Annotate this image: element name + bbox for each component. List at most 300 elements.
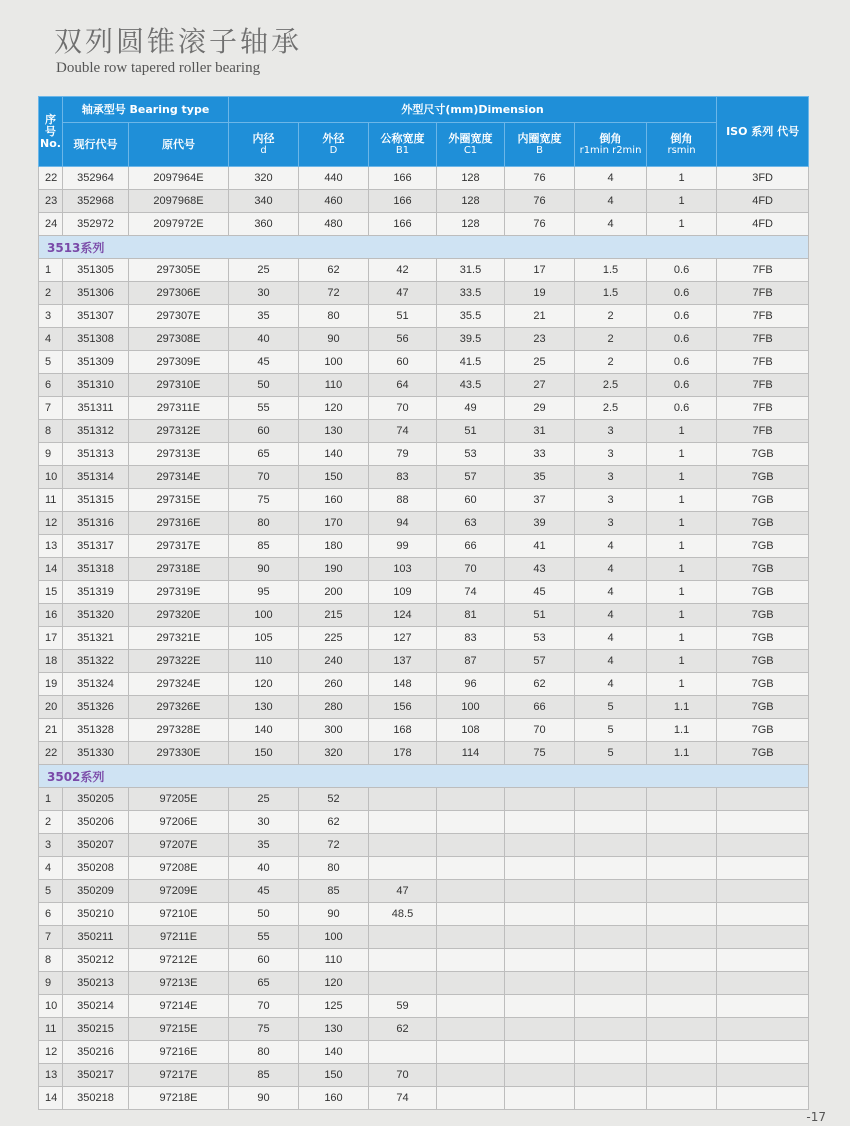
table-cell: 19 [505,282,575,305]
table-cell: 351311 [63,397,129,420]
table-cell: 3 [575,420,647,443]
table-cell: 80 [229,1041,299,1064]
table-cell: 21 [39,719,63,742]
header-dimension: 外型尺寸(mm)Dimension [229,97,717,123]
table-cell [717,926,809,949]
table-cell: 97217E [129,1064,229,1087]
table-cell: 43.5 [437,374,505,397]
table-row [39,604,809,627]
table-cell: 297320E [129,604,229,627]
table-cell: 40 [229,857,299,880]
table-cell: 1 [647,604,717,627]
table-cell [437,788,505,811]
table-row [39,259,809,282]
table-cell: 1 [39,788,63,811]
table-cell: 150 [229,742,299,765]
table-cell: 350215 [63,1018,129,1041]
table-cell: 297311E [129,397,229,420]
table-cell: 41.5 [437,351,505,374]
table-cell: 170 [299,512,369,535]
table-cell: 352972 [63,213,129,236]
table-cell: 7GB [717,604,809,627]
table-row [39,926,809,949]
table-cell: 128 [437,213,505,236]
table-cell: 83 [437,627,505,650]
header-no: 序号 No. [39,97,63,167]
table-cell [505,880,575,903]
header-B1: 公称宽度 B1 [369,123,437,167]
table-cell [647,788,717,811]
table-cell: 297322E [129,650,229,673]
table-cell: 168 [369,719,437,742]
table-row [39,719,809,742]
section-label: 3502系列 [39,765,809,788]
table-cell: 350212 [63,949,129,972]
table-cell: 79 [369,443,437,466]
table-cell [575,1087,647,1110]
table-cell: 0.6 [647,397,717,420]
table-cell [575,1064,647,1087]
page-title: 双列圆锥滚子轴承 [54,25,303,58]
table-cell: 63 [437,512,505,535]
table-cell: 160 [299,489,369,512]
table-cell: 83 [369,466,437,489]
table-cell: 1 [647,420,717,443]
table-cell [505,972,575,995]
table-cell [647,811,717,834]
table-cell [717,972,809,995]
table-cell: 55 [229,926,299,949]
table-cell: 297321E [129,627,229,650]
table-cell: 74 [369,1087,437,1110]
table-cell: 7GB [717,489,809,512]
table-cell: 52 [299,788,369,811]
table-cell: 297308E [129,328,229,351]
table-cell: 5 [39,351,63,374]
table-cell: 297315E [129,489,229,512]
table-row [39,1041,809,1064]
table-cell: 70 [369,1064,437,1087]
table-cell: 100 [299,926,369,949]
table-cell [647,972,717,995]
table-cell [437,1087,505,1110]
table-cell: 7FB [717,351,809,374]
bearing-table [38,96,809,1110]
table-cell: 4 [575,535,647,558]
table-cell: 97215E [129,1018,229,1041]
table-cell: 66 [505,696,575,719]
table-cell: 140 [229,719,299,742]
table-cell: 4FD [717,213,809,236]
table-cell: 72 [299,282,369,305]
table-cell: 351315 [63,489,129,512]
table-cell: 9 [39,443,63,466]
table-cell: 97209E [129,880,229,903]
table-cell: 31 [505,420,575,443]
table-cell: 7FB [717,420,809,443]
table-cell [717,1087,809,1110]
table-cell [369,1041,437,1064]
table-row [39,351,809,374]
table-cell: 440 [299,167,369,190]
table-cell: 1 [647,627,717,650]
table-cell: 350206 [63,811,129,834]
table-cell: 97213E [129,972,229,995]
table-cell [717,1041,809,1064]
table-cell: 70 [505,719,575,742]
table-cell: 97210E [129,903,229,926]
table-cell: 17 [39,627,63,650]
table-cell: 53 [505,627,575,650]
table-cell: 130 [229,696,299,719]
table-cell: 0.6 [647,305,717,328]
table-cell: 49 [437,397,505,420]
table-cell: 45 [229,351,299,374]
table-row [39,489,809,512]
header-d: 内径 d [229,123,299,167]
table-cell: 60 [229,420,299,443]
table-cell: 351307 [63,305,129,328]
table-cell: 10 [39,466,63,489]
table-cell: 130 [299,420,369,443]
table-cell [437,926,505,949]
table-cell: 360 [229,213,299,236]
table-cell: 0.6 [647,259,717,282]
table-cell: 300 [299,719,369,742]
table-cell [575,834,647,857]
table-cell: 76 [505,167,575,190]
table-cell: 320 [229,167,299,190]
table-cell: 19 [39,673,63,696]
table-cell: 200 [299,581,369,604]
table-cell [505,1041,575,1064]
table-cell [575,926,647,949]
table-cell: 41 [505,535,575,558]
table-row [39,811,809,834]
table-cell: 88 [369,489,437,512]
table-cell [437,1041,505,1064]
table-cell: 57 [505,650,575,673]
header-r1min: 倒角 r1min r2min [575,123,647,167]
table-cell: 1 [647,535,717,558]
table-cell: 1 [647,443,717,466]
table-cell: 45 [229,880,299,903]
table-cell: 350218 [63,1087,129,1110]
table-cell: 351319 [63,581,129,604]
table-cell: 120 [299,397,369,420]
table-cell [647,1087,717,1110]
table-cell [647,1064,717,1087]
table-cell: 240 [299,650,369,673]
table-cell: 0.6 [647,328,717,351]
table-cell: 7GB [717,742,809,765]
table-cell: 350217 [63,1064,129,1087]
table-cell: 90 [229,1087,299,1110]
table-cell: 22 [39,167,63,190]
table-row [39,374,809,397]
table-cell [369,788,437,811]
table-cell: 148 [369,673,437,696]
table-row [39,443,809,466]
table-cell: 225 [299,627,369,650]
table-cell [505,995,575,1018]
table-cell: 37 [505,489,575,512]
table-cell: 1.1 [647,742,717,765]
table-cell: 30 [229,282,299,305]
table-cell: 21 [505,305,575,328]
table-cell: 1 [647,466,717,489]
table-cell: 351321 [63,627,129,650]
table-cell [717,788,809,811]
section-label: 3513系列 [39,236,809,259]
table-cell: 6 [39,374,63,397]
table-cell: 24 [39,213,63,236]
table-cell: 75 [505,742,575,765]
table-cell: 297328E [129,719,229,742]
table-cell [575,1041,647,1064]
table-row [39,282,809,305]
table-cell: 60 [437,489,505,512]
table-cell: 85 [229,535,299,558]
table-cell: 0.6 [647,282,717,305]
table-cell: 97218E [129,1087,229,1110]
header-iso: ISO 系列 代号 [717,97,809,167]
table-cell: 3 [575,466,647,489]
table-cell: 97212E [129,949,229,972]
table-cell: 97216E [129,1041,229,1064]
table-body [39,167,809,1110]
table-cell: 97208E [129,857,229,880]
header-C1: 外圈宽度 C1 [437,123,505,167]
bearing-table-container [38,96,808,1110]
table-cell: 297313E [129,443,229,466]
table-cell: 7GB [717,719,809,742]
table-row [39,903,809,926]
table-row [39,880,809,903]
table-cell [437,811,505,834]
table-cell: 40 [229,328,299,351]
table-cell: 47 [369,282,437,305]
section-row [39,765,809,788]
table-row [39,1064,809,1087]
table-cell: 48.5 [369,903,437,926]
table-cell: 6 [39,903,63,926]
table-cell: 150 [299,466,369,489]
table-cell: 350209 [63,880,129,903]
table-cell: 85 [299,880,369,903]
table-cell [505,834,575,857]
table-cell: 350210 [63,903,129,926]
table-cell: 3 [39,834,63,857]
table-cell [505,1064,575,1087]
table-row [39,1087,809,1110]
table-cell [369,926,437,949]
table-row [39,742,809,765]
table-cell: 18 [39,650,63,673]
table-row [39,650,809,673]
table-cell [647,1018,717,1041]
table-row [39,558,809,581]
table-cell: 65 [229,443,299,466]
table-cell: 1 [647,190,717,213]
table-cell: 297319E [129,581,229,604]
table-cell: 99 [369,535,437,558]
table-cell: 95 [229,581,299,604]
table-cell: 120 [299,972,369,995]
table-cell: 5 [575,696,647,719]
table-cell: 156 [369,696,437,719]
table-cell: 260 [299,673,369,696]
table-cell [647,880,717,903]
table-cell: 125 [299,995,369,1018]
table-row [39,466,809,489]
table-cell: 4 [575,673,647,696]
table-cell: 166 [369,190,437,213]
table-cell: 351330 [63,742,129,765]
table-cell: 5 [575,719,647,742]
table-cell [575,903,647,926]
table-cell: 297330E [129,742,229,765]
table-cell: 5 [39,880,63,903]
table-cell: 12 [39,1041,63,1064]
table-cell [437,1064,505,1087]
table-cell [575,857,647,880]
table-cell: 150 [299,1064,369,1087]
table-cell: 297312E [129,420,229,443]
table-cell: 7GB [717,512,809,535]
table-cell: 3 [575,489,647,512]
table-row [39,627,809,650]
table-cell: 57 [437,466,505,489]
table-cell: 297309E [129,351,229,374]
table-cell: 297326E [129,696,229,719]
table-cell: 15 [39,581,63,604]
table-cell [647,834,717,857]
table-cell: 297306E [129,282,229,305]
table-cell: 4 [39,328,63,351]
section-row [39,236,809,259]
table-cell [505,811,575,834]
table-cell: 4 [575,627,647,650]
table-row [39,696,809,719]
header-B: 内圈宽度 B [505,123,575,167]
table-cell: 7FB [717,374,809,397]
table-cell: 140 [299,443,369,466]
header-rsmin: 倒角 rsmin [647,123,717,167]
table-cell: 96 [437,673,505,696]
table-cell: 100 [437,696,505,719]
table-cell [369,834,437,857]
table-cell: 100 [299,351,369,374]
table-cell [647,926,717,949]
table-cell: 7FB [717,259,809,282]
table-cell: 7GB [717,627,809,650]
table-cell: 114 [437,742,505,765]
table-cell: 42 [369,259,437,282]
table-row [39,535,809,558]
table-cell: 74 [369,420,437,443]
table-cell: 480 [299,213,369,236]
page-number: -17 [806,1110,826,1124]
table-cell [717,995,809,1018]
table-cell: 351314 [63,466,129,489]
table-cell: 120 [229,673,299,696]
table-cell: 62 [299,811,369,834]
table-cell: 75 [229,489,299,512]
table-cell [505,949,575,972]
table-cell: 351322 [63,650,129,673]
table-cell: 35.5 [437,305,505,328]
table-row [39,834,809,857]
table-cell: 51 [437,420,505,443]
table-cell: 351326 [63,696,129,719]
table-cell [505,788,575,811]
table-cell: 2 [39,811,63,834]
table-cell: 50 [229,374,299,397]
table-cell: 350213 [63,972,129,995]
table-cell: 14 [39,558,63,581]
table-cell: 7 [39,926,63,949]
table-cell: 97205E [129,788,229,811]
table-cell: 1 [647,558,717,581]
table-cell: 2.5 [575,397,647,420]
table-cell: 351328 [63,719,129,742]
table-cell: 4 [575,190,647,213]
table-cell: 7FB [717,282,809,305]
table-cell: 103 [369,558,437,581]
table-row [39,673,809,696]
table-cell: 80 [299,857,369,880]
table-row [39,972,809,995]
table-cell: 76 [505,213,575,236]
table-cell: 97211E [129,926,229,949]
table-cell: 70 [229,466,299,489]
table-cell: 7FB [717,397,809,420]
table-cell [369,949,437,972]
table-cell: 7GB [717,558,809,581]
table-cell: 16 [39,604,63,627]
table-cell [505,903,575,926]
table-cell: 280 [299,696,369,719]
table-cell: 2 [575,328,647,351]
table-cell: 351320 [63,604,129,627]
table-cell: 60 [369,351,437,374]
table-cell: 7GB [717,466,809,489]
table-cell: 352964 [63,167,129,190]
table-cell [717,949,809,972]
table-cell: 7GB [717,696,809,719]
table-cell: 8 [39,949,63,972]
table-cell: 351313 [63,443,129,466]
table-cell: 31.5 [437,259,505,282]
table-cell: 74 [437,581,505,604]
table-cell: 75 [229,1018,299,1041]
table-cell: 70 [229,995,299,1018]
table-cell: 11 [39,1018,63,1041]
table-cell: 320 [299,742,369,765]
table-cell: 4 [575,604,647,627]
table-cell: 50 [229,903,299,926]
table-cell: 17 [505,259,575,282]
table-cell [505,1087,575,1110]
table-cell: 80 [229,512,299,535]
table-cell [647,995,717,1018]
table-cell: 4 [575,581,647,604]
table-cell: 7GB [717,443,809,466]
table-cell: 13 [39,535,63,558]
table-cell: 8 [39,420,63,443]
table-cell: 3 [575,443,647,466]
